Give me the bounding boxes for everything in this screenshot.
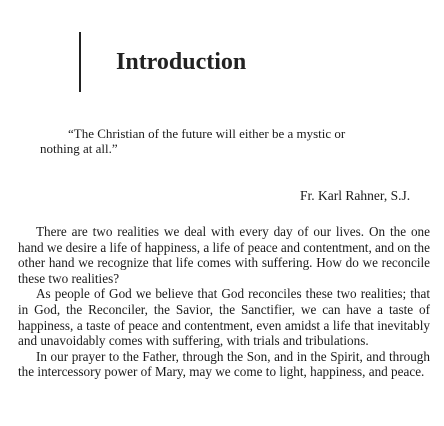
page-title: Introduction [116, 49, 247, 75]
epigraph-line-2: nothing at all.” [40, 141, 118, 156]
epigraph-quote [40, 126, 428, 156]
body-paragraph-3: In our prayer to the Father, through the Son, and in the Spirit, and through the intercessory power of Mary, may we come to light, happiness, and peace. [18, 348, 430, 380]
heading-rule [79, 32, 81, 92]
body-text [18, 224, 430, 380]
epigraph-line-1: “The Christian of the future will either be a mystic or [68, 126, 346, 141]
body-paragraph-1: There are two realities we deal with every day of our lives. On the one hand we desire a life of happiness, a life of peace and contentment, and on the other hand we recognize that life comes with suffering. How do we reconcile these two realities? [18, 224, 430, 286]
epigraph-attribution: Fr. Karl Rahner, S.J. [300, 188, 411, 203]
body-paragraph-2: As people of God we believe that God reconciles these two realities; that in God, the Reconciler, the Savior, the Sanctifier, we can have a taste of happiness, a taste of peace and contentment, even amidst a life that inevitably and unavoidably comes with suffering, with trials and tribulations. [18, 286, 430, 349]
